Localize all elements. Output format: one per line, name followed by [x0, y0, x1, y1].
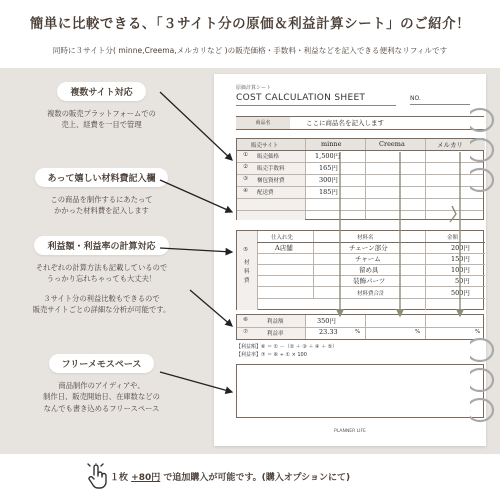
- material-price: 200円: [451, 244, 470, 252]
- materials-num: ⑤: [243, 247, 248, 253]
- percent-sign: %: [475, 329, 481, 335]
- sheet-top-label: 原価計算シート: [236, 85, 272, 91]
- row-label: 販売価格: [257, 154, 280, 160]
- materials-table: [236, 230, 484, 310]
- footer: [0, 454, 500, 500]
- row-num: ③: [243, 176, 248, 182]
- material-price: 100円: [451, 266, 470, 274]
- material-price: 50円: [455, 277, 470, 285]
- memo-box: [236, 364, 484, 418]
- divider: [410, 104, 470, 105]
- feature-desc: 複数の販売プラットフォームでの 売上、経費を一目で管理: [47, 109, 156, 130]
- footer-price: +80円: [131, 473, 161, 483]
- profit-amount-value: 350円: [317, 317, 336, 325]
- feature-desc: 商品制作のアイディアや、 制作日、販売開始日、在庫数などの なんでも書き込めるフリースペース: [43, 381, 160, 413]
- cost-calculation-sheet: [214, 74, 486, 446]
- sales-table: [236, 138, 484, 220]
- product-name: ここに商品名を記入します: [306, 119, 384, 127]
- percent-sign: %: [355, 329, 361, 335]
- profit-table: [236, 314, 484, 340]
- row-label: 梱包資材費: [257, 178, 285, 184]
- profit-rate-value: 23.33: [319, 328, 338, 336]
- feature-multi-site: [14, 80, 189, 131]
- materials-header-price: 金額: [447, 235, 459, 241]
- material-name: チェーン部分: [349, 244, 388, 252]
- row-value: 300円: [319, 176, 338, 184]
- percent-sign: %: [415, 329, 421, 335]
- material-name: 装飾パーツ: [353, 277, 386, 285]
- page-title: 簡単に比較できる、「３サイト分の原価＆利益計算シート」のご紹介！: [29, 16, 471, 32]
- profit-rate-label: 利益率: [267, 331, 284, 337]
- material-name: 留め具: [359, 266, 379, 274]
- row-num: ①: [243, 152, 248, 158]
- profit-amount-num: ⑥: [243, 317, 248, 323]
- row-value: 1,500円: [315, 152, 341, 160]
- binder-rings: [470, 74, 500, 446]
- materials-total: 500円: [451, 289, 470, 297]
- divider: [236, 105, 396, 106]
- page-subtitle: 同時に３サイト分( minne,Creema,メルカリなど )の販売価格・手数料・利益などを記入できる便利なリフィルです: [52, 46, 448, 55]
- sheet-no-label: NO.: [410, 95, 421, 102]
- sheet-footer: PLANNER LIFE: [334, 429, 366, 434]
- row-value: 165円: [319, 164, 338, 172]
- site-mercari: メルカリ: [437, 141, 463, 149]
- feature-title: あって嬉しい材料費記入欄: [35, 168, 169, 187]
- materials-side-label: 材料費: [244, 260, 250, 284]
- product-label: 商品名: [236, 117, 290, 129]
- feature-materials: [14, 166, 189, 217]
- materials-total-label: 材料費合計: [357, 291, 385, 297]
- footer-purchase-note: １枚 +80円 で追加購入が可能です。(購入オプションにて): [110, 473, 351, 483]
- feature-title: 利益額・利益率の計算対応: [34, 236, 168, 255]
- formula-profit-amount: 【利益額】⑥ ＝ ① －（② ＋ ③ ＋ ④ ＋ ⑤）: [236, 344, 338, 350]
- material-name: チャーム: [355, 255, 381, 263]
- product-row: [236, 116, 484, 130]
- feature-memo: [14, 352, 189, 414]
- site-creema: Creema: [379, 140, 405, 148]
- sales-header-label: 販売サイト: [251, 143, 279, 149]
- materials-header-supplier: 仕入れ先: [271, 235, 294, 241]
- material-supplier: A店舗: [275, 244, 293, 252]
- row-num: ④: [243, 188, 248, 194]
- profit-amount-label: 利益額: [267, 319, 284, 325]
- row-label: 販売手数料: [257, 166, 285, 172]
- material-price: 150円: [451, 255, 470, 263]
- pointer-hand-icon: [86, 463, 108, 489]
- row-num: ②: [243, 164, 248, 170]
- header: [0, 0, 500, 68]
- row-label: 配送費: [257, 190, 274, 196]
- row-value: 185円: [319, 188, 338, 196]
- sheet-title: COST CALCULATION SHEET: [236, 93, 366, 103]
- feature-desc: この商品を制作するにあたって かかった材料費を記入します: [50, 195, 153, 216]
- feature-title: 複数サイト対応: [57, 82, 145, 101]
- materials-header-name: 材料名: [357, 235, 374, 241]
- site-minne: minne: [321, 140, 342, 148]
- formula-profit-rate: 【利益率】⑦ ＝ ⑥ ÷ ① × 100: [236, 352, 307, 358]
- profit-rate-num: ⑦: [243, 329, 248, 335]
- feature-title: フリーメモスペース: [49, 354, 155, 373]
- feature-desc: それぞれの計算方法も記載しているので うっかり忘れちゃっても大丈夫！ ３サイト分の利益比較もできるので 販売サイトごとの詳細な分析が可能です。: [32, 263, 171, 314]
- feature-profit: [14, 234, 189, 315]
